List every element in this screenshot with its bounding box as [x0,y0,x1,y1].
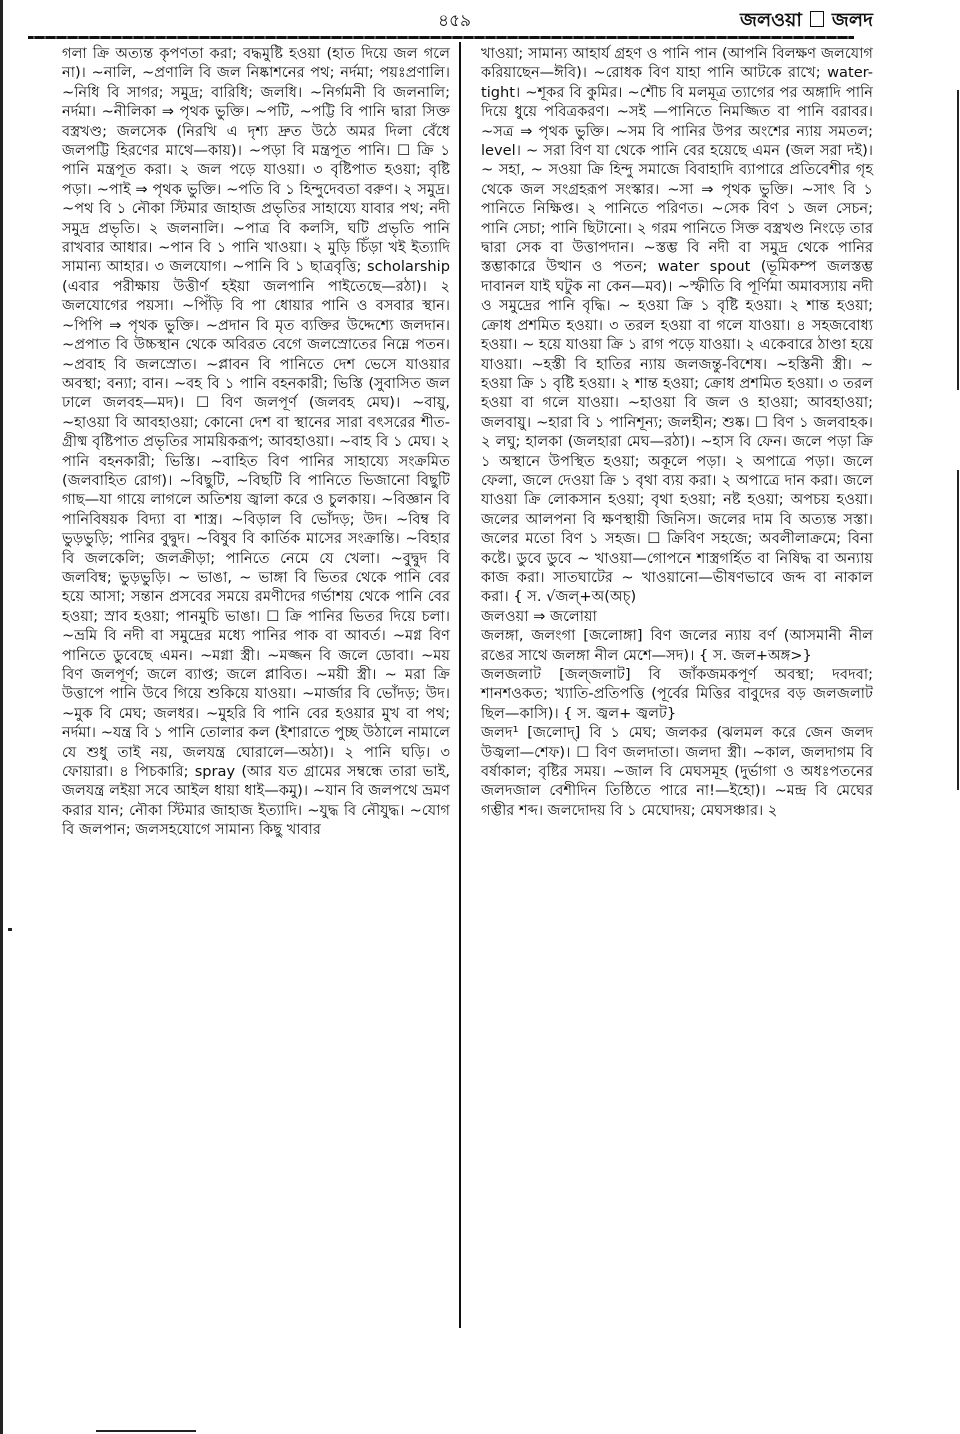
column-divider [459,42,461,1328]
scan-left-edge [0,0,3,1434]
left-column [62,44,450,840]
page-header [0,4,960,34]
dictionary-entry-jalad: জলদ¹ [জলোদ্] বি ১ মেঘ; জলকর (ঝলমল করে জেন জলদ উজ্বলা—শেফ)। ☐ বিণ জলদাতা। জলদা স্ত্রী। ~কাল, জলদাগম বি বর্ষাকাল; বৃষ্টির সময়। ~জাল বি মেঘসমূহ (দুর্ভাগা ও অধঃপতনের জলদজাল বেশীদিন তিষ্ঠিতে পারে না!—ইহো)। ~মন্দ্র বি মেঘের গম্ভীর শব্দ। জলদোদয় বি ১ মেঘোদয়; মেঘসঞ্চার। ২ [481,724,873,819]
dictionary-entry-jalowa: জলওয়া ⇒ জলোয়া [481,607,597,625]
header-rule [28,36,854,39]
separator-box-icon [810,11,824,27]
dictionary-text: গলা ক্রি অত্যন্ত কৃপণতা করা; বদ্ধমুষ্টি হওয়া (হাত দিয়ে জল গলে না)। ~নালি, ~প্রণালি বি জল নিষ্কাশনের পথ; নর্দমা; পয়ঃপ্রণালি। ~নিধি বি সাগর; সমুদ্র; বারিধি; জলধি। ~নির্গমনী বি জলনালি; নর্দমা। ~নীলিকা ⇒ পৃথক ভুক্তি। ~পটি, ~পট্টি বি পানি দ্বারা সিক্ত বস্ত্রখণ্ড; জলসেক (নিরখি এ দৃশ্য দ্রুত উঠে অমর দিলা বেঁধে জলপট্টি হিরণের মাথে—কায়)। ~পড়া বি মন্ত্রপূত পানি। ☐ ক্রি ১ পানি মন্ত্রপূত করা। ২ জল পড়ে যাওয়া। ৩ বৃষ্টিপাত হওয়া; বৃষ্টি পড়া। ~পাই ⇒ পৃথক ভুক্তি। ~পতি বি ১ হিন্দুদেবতা বরুণ। ২ সমুদ্র। ~পথ বি ১ নৌকা স্টিমার জাহাজ প্রভৃতির সাহায্যে যাবার পথ; নদী সমুদ্র প্রভৃতি। ২ জলনালি। ~পাত্র বি কলসি, ঘটি প্রভৃতি পানি রাখবার আধার। ~পান বি ১ পানি খাওয়া। ২ মুড়ি চিঁড়া খই ইত্যাদি সামান্য আহার। ৩ জলযোগ। ~পানি বি ১ ছাত্রবৃত্তি; scholarship (এবার পরীক্ষায় উত্তীর্ণ হইয়া জলপানি পাইতেছে—রঠা)। ২ জলযোগের পয়সা। ~পিঁড়ি বি পা ধোয়ার পানি ও বসবার স্থান। ~পিপি ⇒ পৃথক ভুক্তি। ~প্রদান বি মৃত ব্যক্তির উদ্দেশ্যে জলদান। ~প্রপাত বি উচ্চস্থান থেকে অবিরত বেগে জলস্রোতের নিম্নে পতন। ~প্রবাহ বি জলস্রোত। ~প্লাবন বি পানিতে দেশ ভেসে যাওয়ার অবস্থা; বন্যা; বান। ~বহ বি ১ পানি বহনকারী; ভিস্তি (সুবাসিত জল ঢালে জলবহ—মদ)। ☐ বিণ জলপূর্ণ (জলবহ মেঘ)। ~বায়ু, ~হাওয়া বি আবহাওয়া; কোনো দেশ বা স্থানের সারা বৎসরের শীত-গ্রীষ্ম বৃষ্টিপাত প্রভৃতির সাময়িকরূপ; আবহাওয়া। ~বাহ বি ১ মেঘ। ২ পানি বহনকারী; ভিস্তি। ~বাহিত বিণ পানির সাহায্যে সংক্রমিত (জলবাহিত রোগ)। ~বিছুটি, ~বিছটি বি পানিতে ভিজানো বিছুটি গাছ—যা গায়ে লাগলে অতিশয় জ্বালা করে ও চুলকায়। ~বিজ্ঞান বি পানিবিষয়ক বিদ্যা বা শাস্ত্র। ~বিড়াল বি ভোঁদড়; উদ। ~বিম্ব বি ভুড়ভুড়ি; পানির বুদ্বুদ। ~বিষুব বি কার্তিক মাসের সংক্রান্তি। ~বিহার বি জলকেলি; জলক্রীড়া; পানিতে নেমে যে খেলা। ~বুদ্বুদ বি জলবিম্ব; ভুড়ভুড়ি। ~ ভাঙা, ~ ভাঙ্গা বি ভিতর থেকে পানি বের হয়ে আসা; সন্তান প্রসবের সময়ে রমণীদের গর্ভাশয় থেকে পানি বের হওয়া; স্রাব হওয়া; পানমুচি ভাঙা। ☐ ক্রি পানির ভিতর দিয়ে চলা। ~ভ্রমি বি নদী বা সমুদ্রের মধ্যে পানির পাক বা আবর্ত। ~মগ্ন বিণ পানিতে ডুবেছে এমন। ~মগ্না স্ত্রী। ~মজ্জন বি জলে ডোবা। ~ময় বিণ জলপূর্ণ; জলে ব্যাপ্ত; জলে প্লাবিত। ~ময়ী স্ত্রী। ~ মরা ক্রি উত্তাপে পানি উবে গিয়ে শুকিয়ে যাওয়া। ~মার্জার বি ভোঁদড়; উদ। ~মুক বি মেঘ; জলধর। ~মুহরি বি পানি বের হওয়ার মুখ বা পথ; নর্দমা। ~যন্ত্র বি ১ পানি তোলার কল (ইশারাতে পুচ্ছ উঠালে নামালে যে শুধু তাই নয়, জলযন্ত্র ঘোরালে—অঠা)। ২ পানি ঘড়ি। ৩ ফোয়ারা। ৪ পিচকারি; spray (আর যত গ্রামের সম্বন্ধে তারা ভাই, জলযন্ত্র লইয়া সবে আইল ধায়া ধাই—কমু)। ~যান বি জলপথে ভ্রমণ করার যান; নৌকা স্টিমার জাহাজ ইত্যাদি। ~যুদ্ধ বি নৌযুদ্ধ। ~যোগ বি জলপান; জলসহযোগে সামান্য কিছু খাবার [62,45,450,839]
dictionary-entry-jalanga: জলঙ্গা, জলংগা [জলোঙ্গা] বিণ জলের ন্যায় বর্ণ (আসমানী নীল রঙের সাথে জলঙ্গা নীল মেশে—সদ)। { স. জল+অঙ্গ>} [481,627,873,664]
running-head-start: জলওয়া [740,9,802,31]
right-column [481,44,873,820]
scan-right-edge [957,470,959,790]
dictionary-entry-jaljalat: জলজলাট [জল্‌জলাট] বি জাঁকজমকপূর্ণ অবস্থা; দবদবা; শানশওকত; খ্যাতি-প্রতিপত্তি (পূর্বের মিত্তির বাবুদের বড় জলজলাট ছিল—কাসি)। { স. জ্বল+ জ্বলট} [481,666,873,722]
scan-speck [8,928,12,931]
running-head [740,6,873,38]
scan-bottom-mark [96,1430,196,1432]
dictionary-text: খাওয়া; সামান্য আহার্য গ্রহণ ও পানি পান (আপনি বিলক্ষণ জলযোগ করিয়াছেন—ঈবি)। ~রোধক বিণ যাহা পানি আটকে রাখে; water-tight। ~শূকর বি কুমির। ~শৌচ বি মলমূত্র ত্যাগের পর অঙ্গাদি পানি দিয়ে ধুয়ে পবিত্রকরণ। ~সই —পানিতে নিমজ্জিত বা পানি বরাবর। ~সত্র ⇒ পৃথক ভুক্তি। ~সম বি পানির উপর অংশের ন্যায় সমতল; level। ~ সরা বিণ যা থেকে পানি বের হয়েছে এমন (জল সরা দই)। ~ সহা, ~ সওয়া ক্রি হিন্দু সমাজে বিবাহাদি ব্যাপারে প্রতিবেশীর গৃহ থেকে জল সংগ্রহরূপ সংস্কার। ~সা ⇒ পৃথক ভুক্তি। ~সাৎ বি ১ পানিতে নিক্ষিপ্ত। ২ পানিতে পরিণত। ~সেক বিণ ১ জল সেচন; পানি সেচা; পানি ছিটানো। ২ গরম পানিতে সিক্ত বস্ত্রখণ্ড নিংড়ে তার দ্বারা সেক বা উত্তাপদান। ~স্তম্ভ বি নদী বা সমুদ্র থেকে পানির স্তম্ভাকারে উত্থান ও পতন; water spout (ভূমিকম্প জলস্তম্ভ দাবানল যাই ঘটুক না কেন—মব)। ~স্ফীতি বি পূর্ণিমা অমাবস্যায় নদী ও সমুদ্রের পানি বৃদ্ধি। ~ হওয়া ক্রি ১ বৃষ্টি হওয়া। ২ শান্ত হওয়া; ক্রোধ প্রশমিত হওয়া। ৩ তরল হওয়া বা গলে যাওয়া। ৪ সহজবোধ্য হওয়া। ~ হয়ে যাওয়া ক্রি ১ রাগ পড়ে যাওয়া। ২ একেবারে ঠাণ্ডা হয়ে যাওয়া। ~হস্তী বি হাতির ন্যায় জলজন্তু-বিশেষ। ~হস্তিনী স্ত্রী। ~ হওয়া ক্রি ১ বৃষ্টি হওয়া। ২ শান্ত হওয়া; ক্রোধ প্রশমিত হওয়া। ৩ তরল হওয়া বা গলে যাওয়া। ~হাওয়া বি জল ও হাওয়া; আবহাওয়া; জলবায়ু। ~হারা বি ১ পানিশূন্য; জলহীন; শুষ্ক। ☐ বিণ ১ জলবাহক। ২ লঘু; হালকা (জলহারা মেঘ—রঠা)। ~হাস বি ফেন। জলে পড়া ক্রি ১ অস্থানে উপস্থিত হওয়া; অকূলে পড়া। ২ অপাত্রে পড়া। জলে ফেলা, জলে দেওয়া ক্রি ১ বৃথা ব্যয় করা। ২ অপাত্রে দান করা। জলে যাওয়া ক্রি লোকসান হওয়া; বৃথা হওয়া; নষ্ট হওয়া; অপচয় হওয়া। জলের আলপনা বি ক্ষণস্থায়ী জিনিস। জলের দাম বি অত্যন্ত সস্তা। জলের মতো বিণ ১ সহজ। ☐ ক্রিবিণ সহজে; অবলীলাক্রমে; বিনা কষ্টে। ডুবে ডুবে ~ খাওয়া—গোপনে শাস্ত্রগর্হিত বা নিষিদ্ধ বা অন্যায় কাজ করা। সাতঘাটের ~ খাওয়ানো—ভীষণভাবে জব্দ বা নাকাল করা। { স. √জল্+অ(অচ্) [481,45,873,606]
scan-right-edge [957,90,959,390]
page-number: ৪৫৯ [438,11,472,31]
running-head-end: জলদ [831,9,873,31]
